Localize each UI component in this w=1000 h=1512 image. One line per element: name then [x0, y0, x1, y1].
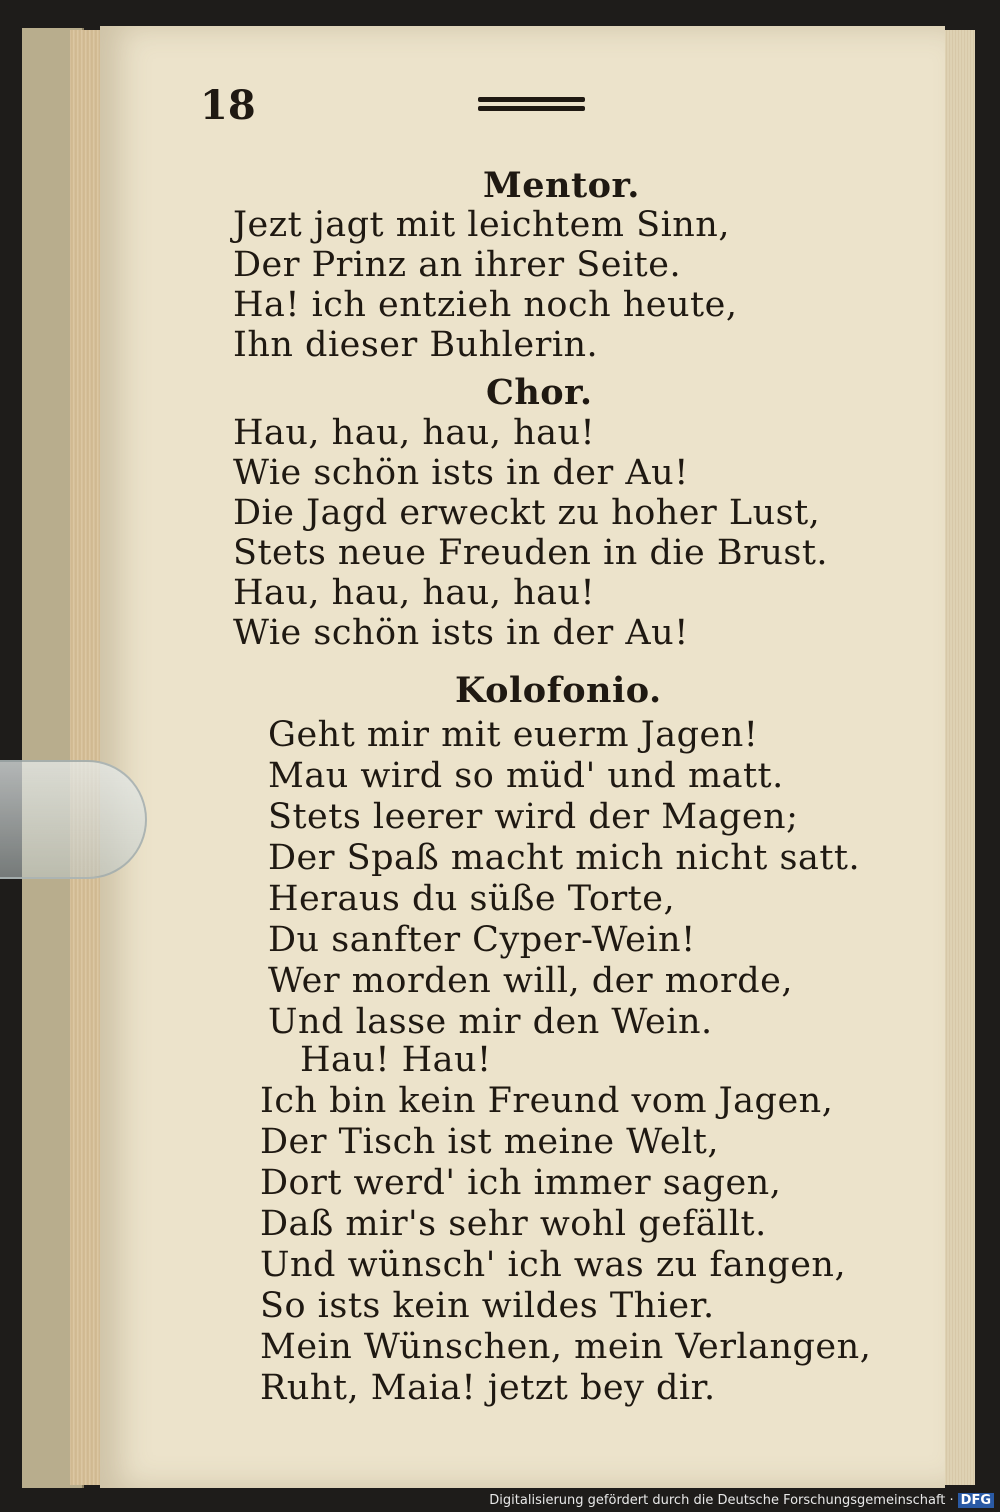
verse-line: Wie schön ists in der Au!	[233, 613, 689, 653]
digitization-credit	[489, 1493, 994, 1508]
verse-line: So ists kein wildes Thier.	[260, 1286, 715, 1326]
verse-line: Wie schön ists in der Au!	[233, 453, 689, 493]
verse-line: Und lasse mir den Wein.	[268, 1002, 713, 1042]
speaker-heading: Chor.	[486, 372, 593, 413]
verse-line: Wer morden will, der morde,	[268, 961, 793, 1001]
page-number: 18	[200, 82, 256, 129]
verse-line: Geht mir mit euerm Jagen!	[268, 715, 759, 755]
page-clip	[0, 760, 147, 879]
facing-page-edge	[945, 30, 975, 1485]
verse-line: Heraus du süße Torte,	[268, 879, 676, 919]
verse-line: Ich bin kein Freund vom Jagen,	[260, 1081, 834, 1121]
speaker-heading: Kolofonio.	[455, 670, 662, 711]
header-ornament	[478, 97, 585, 115]
verse-line: Der Prinz an ihrer Seite.	[233, 245, 682, 285]
verse-line: Du sanfter Cyper-Wein!	[268, 920, 696, 960]
verse-line: Dort werd' ich immer sagen,	[260, 1163, 782, 1203]
verse-line: Ruht, Maia! jetzt bey dir.	[260, 1368, 716, 1408]
verse-line: Daß mir's sehr wohl gefällt.	[260, 1204, 767, 1244]
verse-line: Jezt jagt mit leichtem Sinn,	[233, 205, 730, 245]
verse-line: Ha! ich entzieh noch heute,	[233, 285, 738, 325]
verse-line: Der Tisch ist meine Welt,	[260, 1122, 719, 1162]
verse-line: Stets neue Freuden in die Brust.	[233, 533, 829, 573]
verse-line: Hau, hau, hau, hau!	[233, 573, 596, 613]
verse-line: Stets leerer wird der Magen;	[268, 797, 799, 837]
bleed-through-text	[790, 150, 850, 1400]
verse-line: Die Jagd erweckt zu hoher Lust,	[233, 493, 821, 533]
dfg-logo: DFG	[958, 1493, 994, 1508]
verse-line: Mein Wünschen, mein Verlangen,	[260, 1327, 872, 1367]
verse-line: Der Spaß macht mich nicht satt.	[268, 838, 861, 878]
speaker-heading: Mentor.	[483, 165, 640, 206]
verse-line: Ihn dieser Buhlerin.	[233, 325, 599, 365]
verse-line: Hau, hau, hau, hau!	[233, 413, 596, 453]
verse-line: Mau wird so müd' und matt.	[268, 756, 784, 796]
verse-line: Hau! Hau!	[300, 1040, 492, 1080]
credit-text: Digitalisierung gefördert durch die Deutsche Forschungsgemeinschaft ·	[489, 1493, 954, 1508]
verse-line: Und wünsch' ich was zu fangen,	[260, 1245, 847, 1285]
